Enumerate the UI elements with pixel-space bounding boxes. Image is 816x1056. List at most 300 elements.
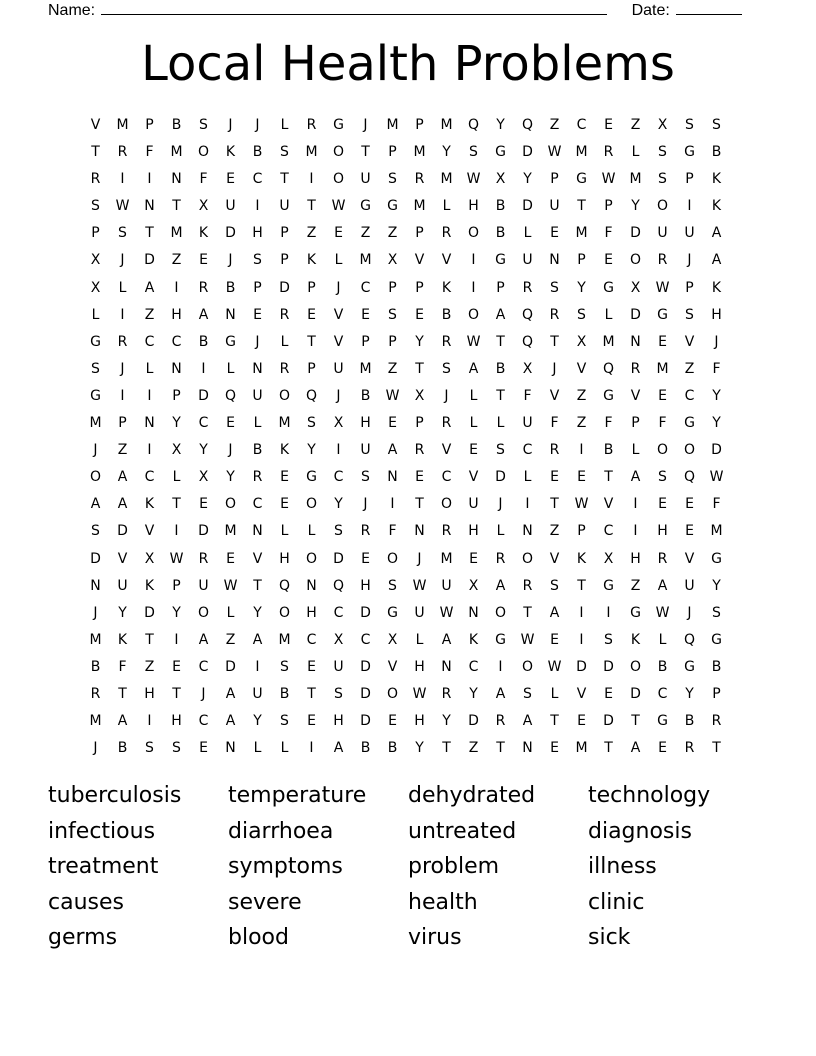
grid-letter[interactable]: A bbox=[117, 713, 128, 730]
grid-letter[interactable]: L bbox=[253, 740, 262, 757]
grid-letter[interactable]: T bbox=[577, 198, 586, 215]
grid-letter[interactable]: W bbox=[574, 496, 589, 513]
grid-letter[interactable]: W bbox=[709, 469, 724, 486]
grid-letter[interactable]: L bbox=[604, 306, 613, 323]
grid-letter[interactable]: N bbox=[252, 523, 263, 540]
grid-letter[interactable]: G bbox=[603, 387, 614, 404]
grid-letter[interactable]: E bbox=[172, 658, 181, 675]
grid-letter[interactable]: F bbox=[145, 144, 154, 161]
grid-letter[interactable]: E bbox=[388, 713, 397, 730]
grid-letter[interactable]: X bbox=[495, 171, 506, 188]
grid-letter[interactable]: R bbox=[657, 550, 668, 567]
grid-letter[interactable]: G bbox=[630, 604, 641, 621]
grid-letter[interactable]: I bbox=[201, 360, 206, 377]
grid-letter[interactable]: Y bbox=[199, 442, 208, 459]
grid-letter[interactable]: V bbox=[603, 496, 614, 513]
grid-letter[interactable]: I bbox=[174, 279, 179, 296]
grid-letter[interactable]: A bbox=[90, 496, 101, 513]
grid-letter[interactable]: H bbox=[414, 713, 425, 730]
grid-letter[interactable]: M bbox=[278, 415, 291, 432]
grid-letter[interactable]: Q bbox=[332, 577, 345, 594]
grid-letter[interactable]: G bbox=[495, 252, 506, 269]
grid-letter[interactable]: E bbox=[280, 496, 289, 513]
grid-letter[interactable]: W bbox=[547, 144, 562, 161]
grid-letter[interactable]: W bbox=[466, 333, 481, 350]
grid-letter[interactable]: D bbox=[333, 550, 344, 567]
grid-letter[interactable]: N bbox=[171, 171, 182, 188]
grid-letter[interactable]: V bbox=[333, 333, 344, 350]
grid-letter[interactable]: T bbox=[253, 577, 262, 594]
grid-letter[interactable]: Y bbox=[415, 740, 424, 757]
grid-letter[interactable]: R bbox=[279, 360, 290, 377]
grid-letter[interactable]: R bbox=[495, 713, 506, 730]
grid-letter[interactable]: G bbox=[90, 387, 101, 404]
grid-letter[interactable]: J bbox=[228, 117, 233, 133]
grid-letter[interactable]: G bbox=[495, 631, 506, 648]
grid-letter[interactable]: X bbox=[630, 279, 641, 296]
grid-letter[interactable]: E bbox=[658, 496, 667, 513]
grid-letter[interactable]: N bbox=[441, 658, 452, 675]
grid-letter[interactable]: I bbox=[147, 171, 152, 188]
grid-letter[interactable]: L bbox=[442, 198, 451, 215]
grid-letter[interactable]: P bbox=[172, 387, 181, 404]
grid-letter[interactable]: I bbox=[147, 713, 152, 730]
grid-letter[interactable]: I bbox=[309, 171, 314, 188]
grid-letter[interactable]: M bbox=[710, 523, 723, 540]
grid-letter[interactable]: L bbox=[226, 604, 235, 621]
grid-letter[interactable]: S bbox=[145, 740, 154, 757]
grid-letter[interactable]: A bbox=[225, 685, 236, 702]
grid-letter[interactable]: W bbox=[412, 685, 427, 702]
grid-letter[interactable]: Z bbox=[387, 225, 398, 242]
grid-letter[interactable]: R bbox=[603, 144, 614, 161]
grid-letter[interactable]: Y bbox=[523, 171, 532, 188]
grid-letter[interactable]: Y bbox=[172, 415, 181, 432]
grid-letter[interactable]: B bbox=[360, 740, 371, 757]
grid-letter[interactable]: T bbox=[145, 631, 154, 648]
grid-letter[interactable]: L bbox=[307, 523, 316, 540]
grid-letter[interactable]: J bbox=[363, 496, 368, 513]
grid-letter[interactable]: O bbox=[656, 198, 669, 215]
grid-letter[interactable]: E bbox=[307, 658, 316, 675]
grid-letter[interactable]: O bbox=[521, 658, 534, 675]
grid-letter[interactable]: K bbox=[468, 631, 479, 648]
grid-letter[interactable]: E bbox=[199, 496, 208, 513]
grid-letter[interactable]: W bbox=[655, 604, 670, 621]
grid-letter[interactable]: B bbox=[495, 198, 506, 215]
grid-letter[interactable]: L bbox=[469, 387, 478, 404]
grid-letter[interactable]: H bbox=[468, 198, 479, 215]
grid-letter[interactable]: D bbox=[495, 469, 506, 486]
grid-letter[interactable]: A bbox=[117, 496, 128, 513]
grid-letter[interactable]: R bbox=[279, 306, 290, 323]
grid-letter[interactable]: B bbox=[711, 658, 722, 675]
grid-letter[interactable]: I bbox=[147, 442, 152, 459]
grid-letter[interactable]: E bbox=[253, 306, 262, 323]
grid-letter[interactable]: T bbox=[307, 685, 316, 702]
grid-letter[interactable]: E bbox=[550, 225, 559, 242]
grid-letter[interactable]: D bbox=[198, 523, 209, 540]
grid-letter[interactable]: I bbox=[471, 252, 476, 269]
grid-letter[interactable]: C bbox=[657, 685, 668, 702]
grid-letter[interactable]: J bbox=[93, 740, 98, 757]
grid-letter[interactable]: G bbox=[684, 144, 695, 161]
grid-letter[interactable]: R bbox=[117, 144, 128, 161]
grid-letter[interactable]: G bbox=[657, 306, 668, 323]
grid-letter[interactable]: X bbox=[522, 360, 533, 377]
grid-letter[interactable]: Y bbox=[334, 496, 343, 513]
grid-letter[interactable]: P bbox=[307, 360, 316, 377]
grid-letter[interactable]: D bbox=[630, 225, 641, 242]
grid-letter[interactable]: U bbox=[225, 198, 236, 215]
grid-letter[interactable]: R bbox=[522, 577, 533, 594]
grid-letter[interactable]: I bbox=[579, 604, 584, 621]
grid-letter[interactable]: S bbox=[496, 442, 505, 459]
grid-letter[interactable]: V bbox=[387, 658, 398, 675]
grid-letter[interactable]: U bbox=[684, 225, 695, 242]
grid-letter[interactable]: F bbox=[550, 415, 559, 432]
grid-letter[interactable]: Y bbox=[631, 198, 640, 215]
grid-letter[interactable]: E bbox=[469, 442, 478, 459]
grid-letter[interactable]: S bbox=[91, 360, 100, 377]
grid-letter[interactable]: F bbox=[658, 415, 667, 432]
grid-letter[interactable]: Y bbox=[496, 117, 505, 133]
grid-letter[interactable]: M bbox=[440, 171, 453, 188]
grid-letter[interactable]: R bbox=[441, 523, 452, 540]
grid-letter[interactable]: D bbox=[630, 306, 641, 323]
grid-letter[interactable]: E bbox=[226, 415, 235, 432]
grid-letter[interactable]: P bbox=[496, 279, 505, 296]
grid-letter[interactable]: G bbox=[225, 333, 236, 350]
grid-letter[interactable]: J bbox=[120, 360, 125, 377]
grid-letter[interactable]: H bbox=[711, 306, 722, 323]
grid-letter[interactable]: W bbox=[466, 171, 481, 188]
grid-letter[interactable]: V bbox=[576, 685, 587, 702]
grid-letter[interactable]: J bbox=[336, 387, 341, 404]
grid-letter[interactable]: C bbox=[198, 658, 209, 675]
grid-letter[interactable]: S bbox=[577, 306, 586, 323]
grid-letter[interactable]: L bbox=[280, 523, 289, 540]
grid-letter[interactable]: K bbox=[306, 252, 317, 269]
grid-letter[interactable]: B bbox=[603, 442, 614, 459]
grid-letter[interactable]: X bbox=[144, 550, 155, 567]
grid-letter[interactable]: R bbox=[90, 685, 101, 702]
grid-letter[interactable]: A bbox=[441, 631, 452, 648]
grid-letter[interactable]: Z bbox=[549, 117, 560, 133]
grid-letter[interactable]: H bbox=[252, 225, 263, 242]
grid-letter[interactable]: U bbox=[198, 577, 209, 594]
grid-letter[interactable]: M bbox=[575, 740, 588, 757]
grid-letter[interactable]: P bbox=[307, 279, 316, 296]
grid-letter[interactable]: M bbox=[170, 144, 183, 161]
grid-letter[interactable]: J bbox=[687, 252, 692, 269]
grid-letter[interactable]: U bbox=[279, 198, 290, 215]
grid-letter[interactable]: J bbox=[120, 252, 125, 269]
grid-letter[interactable]: Z bbox=[117, 442, 128, 459]
grid-letter[interactable]: U bbox=[252, 685, 263, 702]
grid-letter[interactable]: I bbox=[525, 496, 530, 513]
grid-letter[interactable]: L bbox=[496, 523, 505, 540]
grid-letter[interactable]: N bbox=[387, 469, 398, 486]
grid-letter[interactable]: S bbox=[550, 279, 559, 296]
grid-letter[interactable]: E bbox=[604, 685, 613, 702]
grid-letter[interactable]: H bbox=[414, 658, 425, 675]
grid-letter[interactable]: T bbox=[496, 333, 505, 350]
grid-letter[interactable]: C bbox=[144, 469, 155, 486]
grid-letter[interactable]: E bbox=[226, 550, 235, 567]
grid-letter[interactable]: L bbox=[172, 469, 181, 486]
grid-letter[interactable]: A bbox=[495, 577, 506, 594]
grid-letter[interactable]: W bbox=[655, 279, 670, 296]
grid-letter[interactable]: T bbox=[415, 360, 424, 377]
grid-letter[interactable]: Y bbox=[253, 713, 262, 730]
grid-letter[interactable]: L bbox=[145, 360, 154, 377]
grid-letter[interactable]: E bbox=[685, 496, 694, 513]
grid-letter[interactable]: Q bbox=[683, 631, 696, 648]
grid-letter[interactable]: H bbox=[468, 523, 479, 540]
grid-letter[interactable]: B bbox=[657, 658, 668, 675]
grid-letter[interactable]: O bbox=[683, 442, 696, 459]
grid-letter[interactable]: S bbox=[658, 469, 667, 486]
grid-letter[interactable]: T bbox=[712, 740, 721, 757]
grid-letter[interactable]: E bbox=[388, 415, 397, 432]
grid-letter[interactable]: M bbox=[629, 171, 642, 188]
grid-letter[interactable]: E bbox=[604, 252, 613, 269]
grid-letter[interactable]: I bbox=[120, 306, 125, 323]
grid-letter[interactable]: H bbox=[171, 713, 182, 730]
grid-letter[interactable]: K bbox=[117, 631, 128, 648]
grid-letter[interactable]: B bbox=[117, 740, 128, 757]
grid-letter[interactable]: O bbox=[440, 496, 453, 513]
grid-letter[interactable]: X bbox=[576, 333, 587, 350]
grid-letter[interactable]: A bbox=[252, 631, 263, 648]
grid-letter[interactable]: W bbox=[331, 198, 346, 215]
grid-letter[interactable]: O bbox=[386, 685, 399, 702]
grid-letter[interactable]: P bbox=[415, 117, 424, 133]
grid-letter[interactable]: R bbox=[441, 333, 452, 350]
grid-letter[interactable]: T bbox=[442, 740, 451, 757]
grid-letter[interactable]: M bbox=[89, 415, 102, 432]
grid-letter[interactable]: P bbox=[280, 252, 289, 269]
grid-letter[interactable]: K bbox=[144, 577, 155, 594]
grid-letter[interactable]: H bbox=[657, 523, 668, 540]
grid-letter[interactable]: S bbox=[199, 117, 208, 133]
grid-letter[interactable]: Y bbox=[307, 442, 316, 459]
grid-letter[interactable]: S bbox=[91, 198, 100, 215]
grid-letter[interactable]: R bbox=[117, 333, 128, 350]
grid-letter[interactable]: E bbox=[577, 713, 586, 730]
grid-letter[interactable]: Y bbox=[712, 577, 721, 594]
grid-letter[interactable]: O bbox=[629, 252, 642, 269]
grid-letter[interactable]: O bbox=[197, 604, 210, 621]
grid-letter[interactable]: I bbox=[255, 658, 260, 675]
grid-letter[interactable]: A bbox=[468, 360, 479, 377]
grid-letter[interactable]: B bbox=[279, 685, 290, 702]
grid-letter[interactable]: I bbox=[687, 198, 692, 215]
grid-letter[interactable]: R bbox=[198, 550, 209, 567]
grid-letter[interactable]: U bbox=[441, 577, 452, 594]
grid-letter[interactable]: Z bbox=[576, 415, 587, 432]
grid-letter[interactable]: B bbox=[252, 144, 263, 161]
grid-letter[interactable]: O bbox=[197, 144, 210, 161]
grid-letter[interactable]: P bbox=[253, 279, 262, 296]
grid-letter[interactable]: Q bbox=[224, 387, 237, 404]
grid-letter[interactable]: X bbox=[387, 631, 398, 648]
grid-letter[interactable]: E bbox=[415, 306, 424, 323]
grid-letter[interactable]: Z bbox=[225, 631, 236, 648]
grid-letter[interactable]: V bbox=[333, 306, 344, 323]
grid-letter[interactable]: J bbox=[255, 117, 260, 133]
grid-letter[interactable]: R bbox=[441, 415, 452, 432]
grid-letter[interactable]: L bbox=[631, 442, 640, 459]
grid-letter[interactable]: D bbox=[198, 387, 209, 404]
grid-letter[interactable]: S bbox=[523, 685, 532, 702]
grid-letter[interactable]: H bbox=[360, 577, 371, 594]
grid-letter[interactable]: R bbox=[630, 360, 641, 377]
grid-letter[interactable]: Q bbox=[521, 333, 534, 350]
grid-letter[interactable]: O bbox=[278, 604, 291, 621]
grid-letter[interactable]: P bbox=[361, 333, 370, 350]
grid-letter[interactable]: K bbox=[441, 279, 452, 296]
grid-letter[interactable]: Z bbox=[387, 360, 398, 377]
grid-letter[interactable]: T bbox=[523, 604, 532, 621]
grid-letter[interactable]: B bbox=[90, 658, 101, 675]
grid-letter[interactable]: D bbox=[117, 523, 128, 540]
grid-letter[interactable]: N bbox=[306, 577, 317, 594]
grid-letter[interactable]: P bbox=[712, 685, 721, 702]
grid-letter[interactable]: X bbox=[171, 442, 182, 459]
grid-letter[interactable]: K bbox=[198, 225, 209, 242]
grid-letter[interactable]: B bbox=[441, 306, 452, 323]
grid-letter[interactable]: U bbox=[684, 577, 695, 594]
grid-letter[interactable]: W bbox=[169, 550, 184, 567]
grid-letter[interactable]: H bbox=[333, 713, 344, 730]
grid-letter[interactable]: T bbox=[496, 740, 505, 757]
grid-letter[interactable]: P bbox=[172, 577, 181, 594]
grid-letter[interactable]: O bbox=[305, 496, 318, 513]
grid-letter[interactable]: O bbox=[386, 550, 399, 567]
grid-letter[interactable]: D bbox=[225, 658, 236, 675]
grid-letter[interactable]: M bbox=[575, 144, 588, 161]
grid-letter[interactable]: O bbox=[332, 144, 345, 161]
grid-letter[interactable]: S bbox=[550, 577, 559, 594]
grid-letter[interactable]: N bbox=[252, 360, 263, 377]
grid-letter[interactable]: Q bbox=[305, 387, 318, 404]
grid-letter[interactable]: T bbox=[307, 198, 316, 215]
grid-letter[interactable]: R bbox=[522, 279, 533, 296]
grid-letter[interactable]: L bbox=[226, 360, 235, 377]
grid-letter[interactable]: Z bbox=[144, 306, 155, 323]
grid-letter[interactable]: R bbox=[252, 469, 263, 486]
grid-letter[interactable]: T bbox=[577, 577, 586, 594]
grid-letter[interactable]: Z bbox=[360, 225, 371, 242]
grid-letter[interactable]: O bbox=[224, 496, 237, 513]
grid-letter[interactable]: Y bbox=[253, 604, 262, 621]
grid-letter[interactable]: Y bbox=[226, 469, 235, 486]
grid-letter[interactable]: L bbox=[280, 117, 289, 133]
grid-letter[interactable]: G bbox=[360, 198, 371, 215]
grid-letter[interactable]: E bbox=[685, 523, 694, 540]
grid-letter[interactable]: I bbox=[498, 658, 503, 675]
grid-letter[interactable]: V bbox=[144, 523, 155, 540]
grid-letter[interactable]: N bbox=[522, 523, 533, 540]
grid-letter[interactable]: V bbox=[90, 117, 101, 133]
grid-letter[interactable]: V bbox=[414, 252, 425, 269]
grid-letter[interactable]: L bbox=[469, 415, 478, 432]
grid-letter[interactable]: R bbox=[441, 685, 452, 702]
grid-letter[interactable]: X bbox=[468, 577, 479, 594]
grid-letter[interactable]: V bbox=[549, 387, 560, 404]
grid-letter[interactable]: E bbox=[361, 550, 370, 567]
grid-letter[interactable]: M bbox=[305, 144, 318, 161]
grid-letter[interactable]: S bbox=[685, 306, 694, 323]
grid-letter[interactable]: Y bbox=[685, 685, 694, 702]
grid-letter[interactable]: A bbox=[630, 469, 641, 486]
grid-letter[interactable]: M bbox=[278, 631, 291, 648]
grid-letter[interactable]: S bbox=[280, 713, 289, 730]
grid-letter[interactable]: T bbox=[118, 685, 127, 702]
grid-letter[interactable]: Y bbox=[118, 604, 127, 621]
name-field[interactable] bbox=[101, 0, 607, 15]
grid-letter[interactable]: B bbox=[495, 225, 506, 242]
grid-letter[interactable]: S bbox=[658, 171, 667, 188]
grid-letter[interactable]: M bbox=[359, 360, 372, 377]
grid-letter[interactable]: P bbox=[388, 144, 397, 161]
grid-letter[interactable]: V bbox=[252, 550, 263, 567]
grid-letter[interactable]: S bbox=[172, 740, 181, 757]
grid-letter[interactable]: M bbox=[413, 144, 426, 161]
grid-letter[interactable]: A bbox=[711, 252, 722, 269]
grid-letter[interactable]: I bbox=[174, 523, 179, 540]
grid-letter[interactable]: Y bbox=[442, 713, 451, 730]
grid-letter[interactable]: D bbox=[144, 252, 155, 269]
grid-letter[interactable]: Z bbox=[576, 387, 587, 404]
grid-letter[interactable]: N bbox=[414, 523, 425, 540]
grid-letter[interactable]: O bbox=[305, 550, 318, 567]
grid-letter[interactable]: L bbox=[496, 415, 505, 432]
grid-letter[interactable]: F bbox=[712, 496, 721, 513]
grid-letter[interactable]: P bbox=[415, 225, 424, 242]
grid-letter[interactable]: W bbox=[223, 577, 238, 594]
grid-letter[interactable]: I bbox=[606, 604, 611, 621]
grid-letter[interactable]: M bbox=[116, 117, 129, 133]
grid-letter[interactable]: S bbox=[712, 604, 721, 621]
grid-letter[interactable]: A bbox=[549, 604, 560, 621]
grid-letter[interactable]: E bbox=[550, 469, 559, 486]
grid-letter[interactable]: P bbox=[685, 279, 694, 296]
grid-letter[interactable]: S bbox=[685, 117, 694, 133]
grid-letter[interactable]: J bbox=[714, 333, 719, 350]
grid-letter[interactable]: Y bbox=[442, 144, 451, 161]
grid-letter[interactable]: E bbox=[334, 225, 343, 242]
grid-letter[interactable]: A bbox=[198, 631, 209, 648]
grid-letter[interactable]: F bbox=[712, 360, 721, 377]
grid-letter[interactable]: Z bbox=[144, 658, 155, 675]
grid-letter[interactable]: O bbox=[332, 171, 345, 188]
grid-letter[interactable]: J bbox=[255, 333, 260, 350]
grid-letter[interactable]: C bbox=[576, 117, 587, 133]
grid-letter[interactable]: W bbox=[412, 577, 427, 594]
grid-letter[interactable]: S bbox=[658, 144, 667, 161]
grid-letter[interactable]: A bbox=[522, 713, 533, 730]
grid-letter[interactable]: X bbox=[333, 631, 344, 648]
grid-letter[interactable]: J bbox=[444, 387, 449, 404]
grid-letter[interactable]: Y bbox=[712, 387, 721, 404]
grid-letter[interactable]: J bbox=[336, 279, 341, 296]
grid-letter[interactable]: C bbox=[441, 469, 452, 486]
grid-letter[interactable]: M bbox=[440, 117, 453, 133]
grid-letter[interactable]: N bbox=[171, 360, 182, 377]
